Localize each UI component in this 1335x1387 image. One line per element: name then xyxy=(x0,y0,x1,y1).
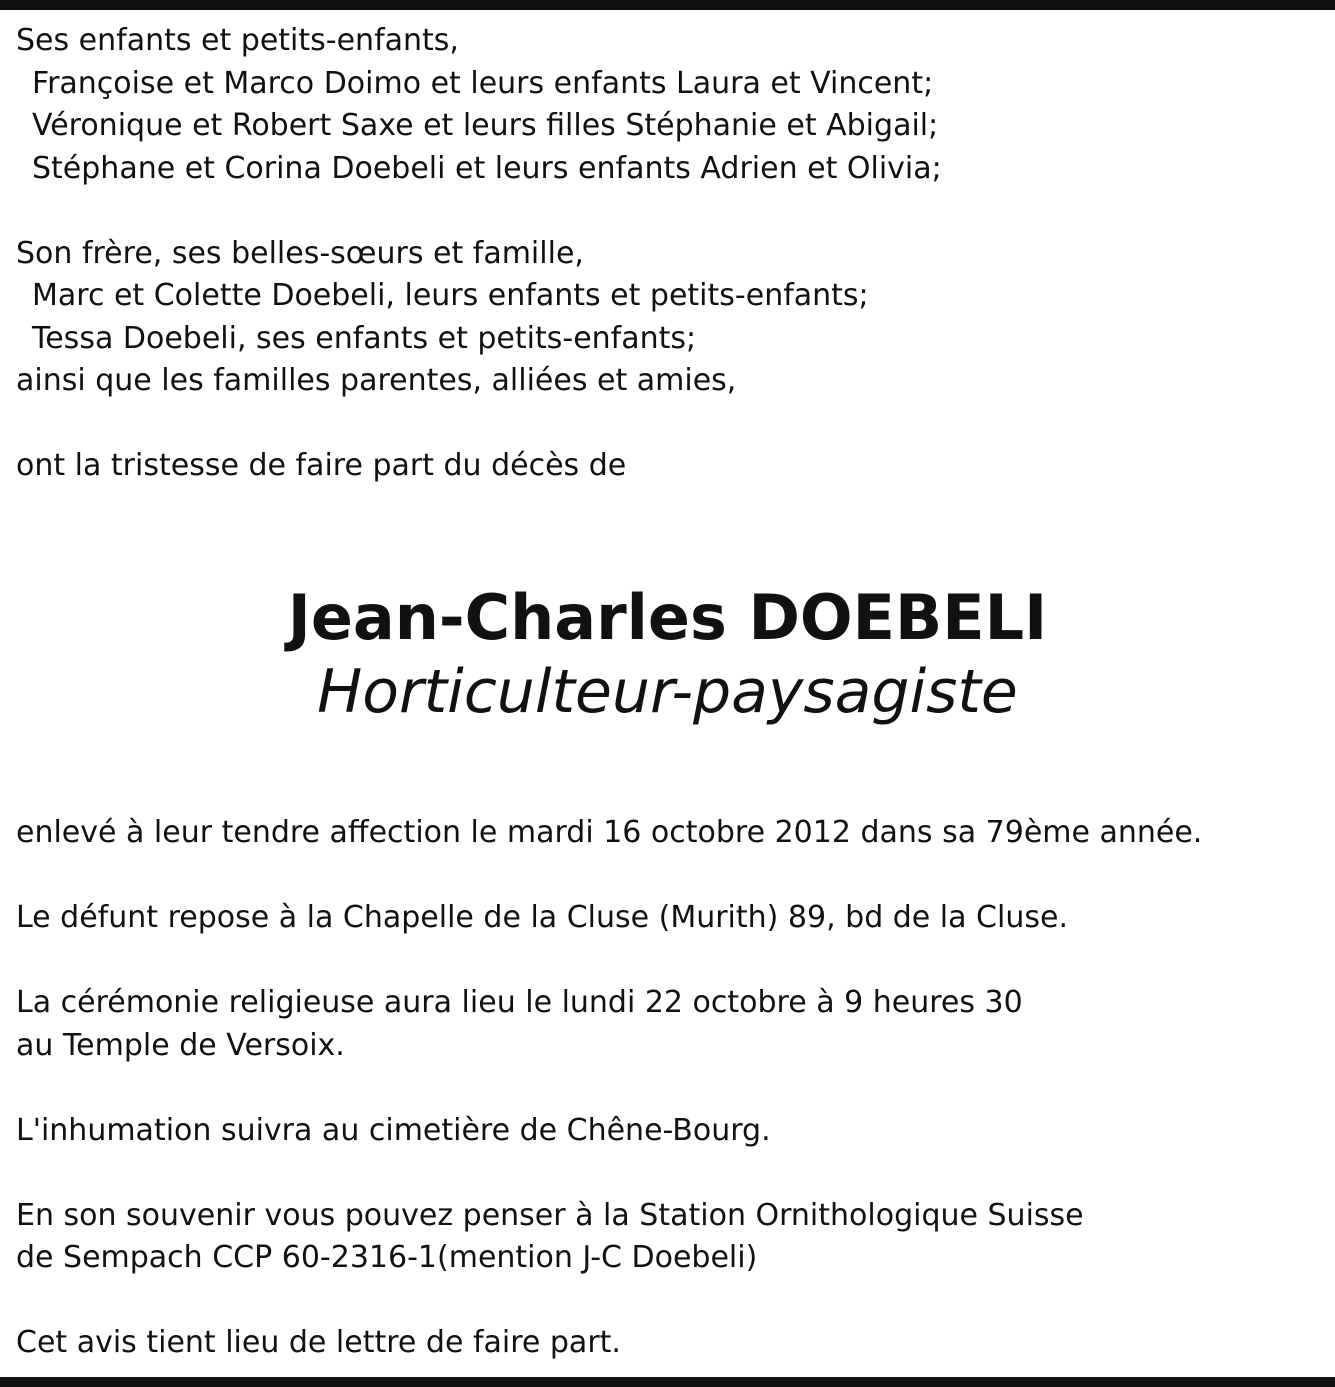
top-border-rule xyxy=(0,0,1335,10)
child-family-2: Véronique et Robert Saxe et leurs filles Stéphanie et Abigail; xyxy=(32,108,939,143)
deceased-block xyxy=(0,580,1335,728)
closing-notice: Cet avis tient lieu de lettre de faire part. xyxy=(16,1325,621,1360)
announcement-text: ont la tristesse de faire part du décès de xyxy=(16,448,627,483)
spacer xyxy=(16,1067,1316,1110)
repose-notice: Le défunt repose à la Chapelle de la Cluse (Murith) 89, bd de la Cluse. xyxy=(16,900,1068,935)
sibling-family-1: Marc et Colette Doebeli, leurs enfants et petits-enfants; xyxy=(32,278,869,313)
family-section xyxy=(16,20,1316,488)
spacer xyxy=(16,855,1316,898)
deceased-profession: Horticulteur-paysagiste xyxy=(317,657,1018,727)
spacer xyxy=(16,1152,1316,1195)
child-family-1: Françoise et Marco Doimo et leurs enfants Laura et Vincent; xyxy=(32,65,934,101)
donation-notice-line1: En son souvenir vous pouvez penser à la Station Ornithologique Suisse xyxy=(16,1197,1084,1233)
details-section xyxy=(16,812,1316,1365)
ceremony-notice-line1: La cérémonie religieuse aura lieu le lundi 22 octobre à 9 heures 30 xyxy=(16,985,1023,1020)
siblings-heading: Son frère, ses belles-sœurs et famille, xyxy=(16,235,584,271)
spacer xyxy=(16,940,1316,983)
spacer xyxy=(16,403,1316,446)
extended-family: ainsi que les familles parentes, alliées et amies, xyxy=(16,363,737,398)
deceased-name: Jean-Charles DOEBELI xyxy=(287,581,1048,654)
donation-notice-line2: de Sempach CCP 60-2316-1(mention J-C Doebeli) xyxy=(16,1240,758,1275)
child-family-3: Stéphane et Corina Doebeli et leurs enfants Adrien et Olivia; xyxy=(32,150,942,186)
spacer xyxy=(16,1280,1316,1323)
spacer xyxy=(16,190,1316,233)
children-heading: Ses enfants et petits-enfants, xyxy=(16,23,459,58)
death-notice: enlevé à leur tendre affection le mardi 16 octobre 2012 dans sa 79ème année. xyxy=(16,815,1203,850)
ceremony-notice-line2: au Temple de Versoix. xyxy=(16,1027,345,1063)
sibling-family-2: Tessa Doebeli, ses enfants et petits-enfants; xyxy=(32,320,697,356)
bottom-border-rule xyxy=(0,1377,1335,1387)
burial-notice: L'inhumation suivra au cimetière de Chêne-Bourg. xyxy=(16,1112,771,1148)
